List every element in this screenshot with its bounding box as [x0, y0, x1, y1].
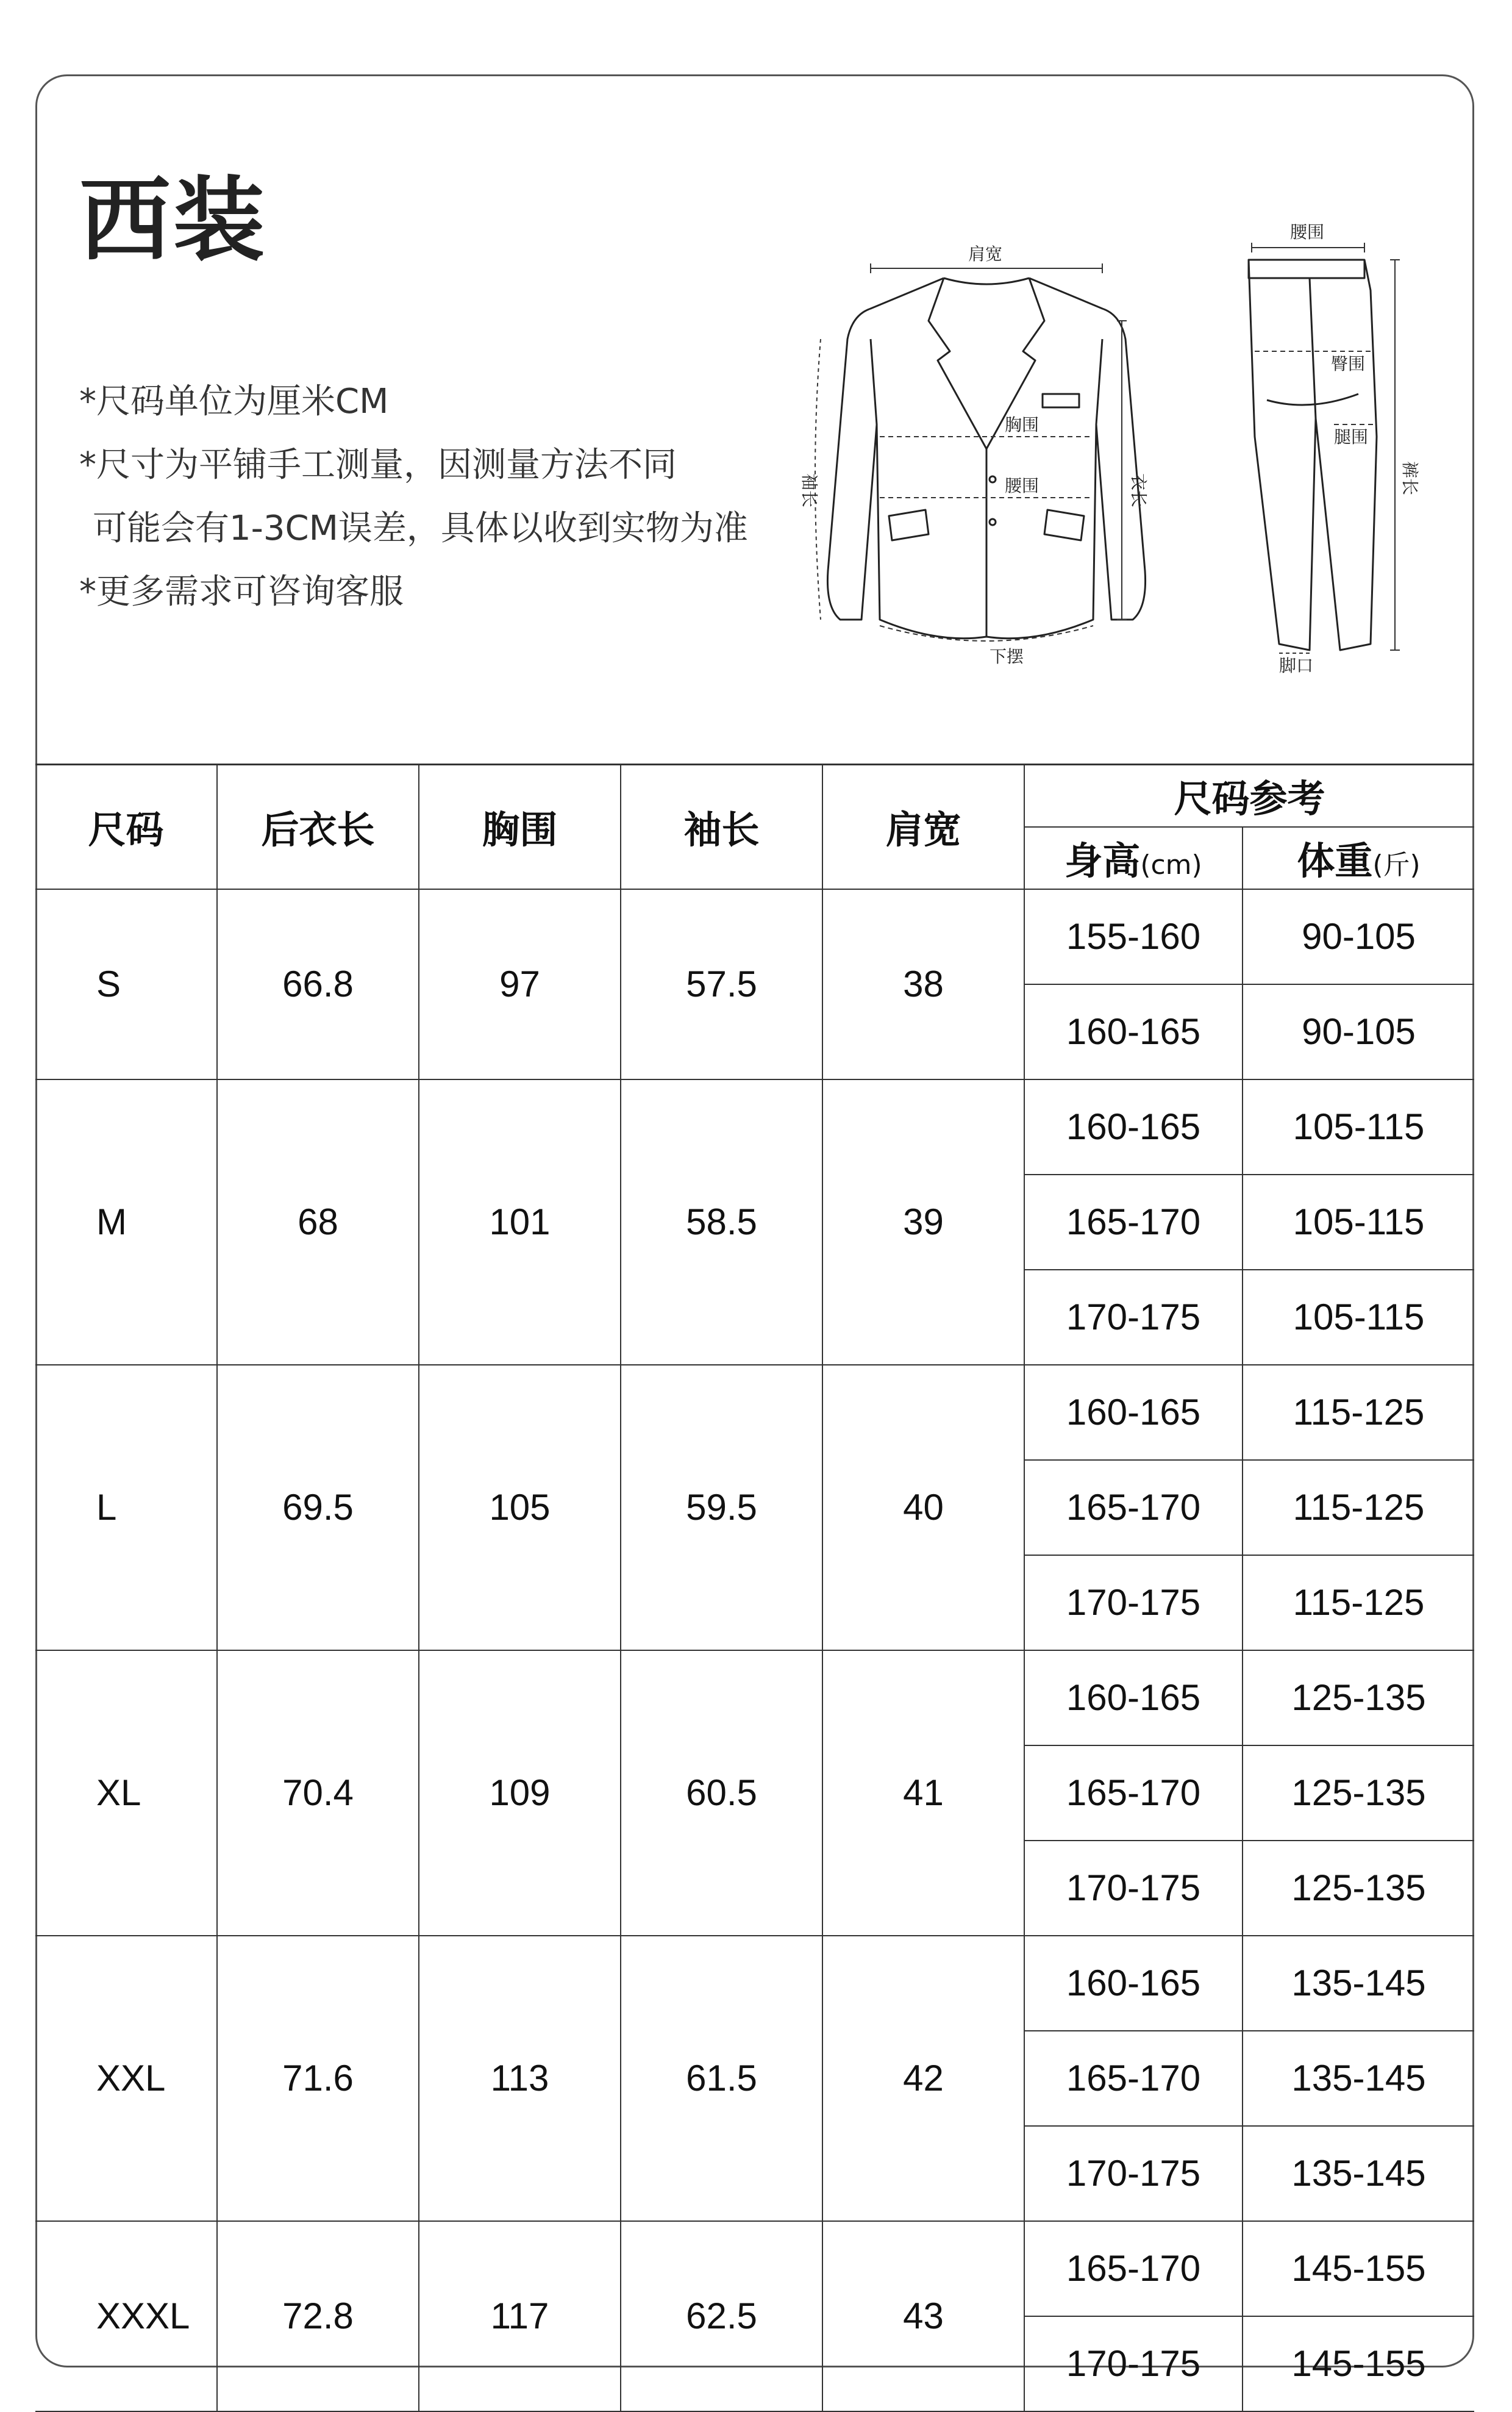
- chest-cell: 113: [419, 1936, 621, 2221]
- size-table: [35, 764, 1474, 2412]
- back-length-cell: 68: [217, 1079, 419, 1365]
- chest-cell: 105: [419, 1365, 621, 1650]
- weight-range-cell: 90-105: [1243, 984, 1474, 1079]
- header-weight-label: 体重: [1297, 839, 1373, 883]
- sleeve-cell: 58.5: [621, 1079, 822, 1365]
- sleeve-cell: 62.5: [621, 2221, 822, 2411]
- header-size-reference: 尺码参考: [1024, 765, 1474, 827]
- weight-range-cell: 135-145: [1243, 2031, 1474, 2126]
- weight-range-cell: 125-135: [1243, 1841, 1474, 1936]
- weight-range-cell: 125-135: [1243, 1745, 1474, 1841]
- height-range-cell: 160-165: [1024, 984, 1243, 1079]
- jacket-label-waist: 腰围: [1005, 476, 1040, 496]
- note-tolerance: 可能会有1-3CM误差，具体以收到实物为准: [93, 509, 748, 548]
- sleeve-cell: 57.5: [621, 889, 822, 1079]
- height-range-cell: 170-175: [1024, 1841, 1243, 1936]
- header-weight-unit: (斤): [1372, 850, 1421, 881]
- shoulder-cell: 40: [822, 1365, 1024, 1650]
- jacket-label-sleeve: 袖长: [799, 473, 819, 508]
- page-title: 西装: [79, 166, 268, 274]
- pants-label-length: 裤长: [1400, 461, 1420, 496]
- note-service: *更多需求可咨询客服: [79, 572, 404, 612]
- weight-range-cell: 115-125: [1243, 1365, 1474, 1460]
- height-range-cell: 165-170: [1024, 2031, 1243, 2126]
- back-length-cell: 69.5: [217, 1365, 419, 1650]
- pants-label-waist: 腰围: [1290, 222, 1325, 242]
- sleeve-cell: 59.5: [621, 1365, 822, 1650]
- pants-label-thigh: 腿围: [1334, 427, 1369, 447]
- header-height-label: 身高: [1064, 839, 1141, 883]
- header-back-length: 后衣长: [217, 765, 419, 889]
- height-range-cell: 170-175: [1024, 2316, 1243, 2411]
- shoulder-cell: 43: [822, 2221, 1024, 2411]
- pants-label-hip: 臀围: [1331, 354, 1366, 374]
- shoulder-cell: 42: [822, 1936, 1024, 2221]
- note-unit: *尺码单位为厘米CM: [79, 382, 389, 421]
- weight-range-cell: 145-155: [1243, 2221, 1474, 2316]
- header-height-unit: (cm): [1140, 850, 1202, 881]
- note-measurement: *尺寸为平铺手工测量，因测量方法不同: [79, 445, 677, 485]
- height-range-cell: 155-160: [1024, 889, 1243, 984]
- table-row: [35, 1650, 1474, 1745]
- height-range-cell: 165-170: [1024, 1745, 1243, 1841]
- pants-label-cuff: 脚口: [1279, 656, 1314, 676]
- size-cell: L: [35, 1365, 217, 1650]
- weight-range-cell: 90-105: [1243, 889, 1474, 984]
- height-range-cell: 170-175: [1024, 2126, 1243, 2221]
- chest-cell: 109: [419, 1650, 621, 1936]
- header-height: [1024, 827, 1243, 889]
- jacket-label-chest: 胸围: [1005, 415, 1040, 435]
- table-row: [35, 1936, 1474, 2031]
- header-size: 尺码: [35, 765, 217, 889]
- weight-range-cell: 115-125: [1243, 1555, 1474, 1650]
- table-row: [35, 889, 1474, 984]
- height-range-cell: 170-175: [1024, 1555, 1243, 1650]
- shoulder-cell: 41: [822, 1650, 1024, 1936]
- height-range-cell: 160-165: [1024, 1079, 1243, 1175]
- weight-range-cell: 145-155: [1243, 2316, 1474, 2411]
- jacket-diagram: [799, 229, 1163, 675]
- weight-range-cell: 105-115: [1243, 1079, 1474, 1175]
- height-range-cell: 160-165: [1024, 1365, 1243, 1460]
- back-length-cell: 72.8: [217, 2221, 419, 2411]
- height-range-cell: 165-170: [1024, 1175, 1243, 1270]
- size-table-body: [35, 889, 1474, 2411]
- table-row: [35, 1365, 1474, 1460]
- height-range-cell: 165-170: [1024, 2221, 1243, 2316]
- table-row: [35, 2221, 1474, 2316]
- chest-cell: 117: [419, 2221, 621, 2411]
- sleeve-cell: 61.5: [621, 1936, 822, 2221]
- back-length-cell: 70.4: [217, 1650, 419, 1936]
- header-chest: 胸围: [419, 765, 621, 889]
- weight-range-cell: 125-135: [1243, 1650, 1474, 1745]
- jacket-label-hem: 下摆: [990, 646, 1024, 667]
- pants-diagram: [1218, 217, 1438, 675]
- height-range-cell: 170-175: [1024, 1270, 1243, 1365]
- chest-cell: 97: [419, 889, 621, 1079]
- size-cell: S: [35, 889, 217, 1079]
- weight-range-cell: 105-115: [1243, 1270, 1474, 1365]
- chest-cell: 101: [419, 1079, 621, 1365]
- size-cell: M: [35, 1079, 217, 1365]
- back-length-cell: 66.8: [217, 889, 419, 1079]
- header-weight: [1243, 827, 1474, 889]
- header-shoulder: 肩宽: [822, 765, 1024, 889]
- back-length-cell: 71.6: [217, 1936, 419, 2221]
- sleeve-cell: 60.5: [621, 1650, 822, 1936]
- size-cell: XL: [35, 1650, 217, 1936]
- header-sleeve: 袖长: [621, 765, 822, 889]
- height-range-cell: 160-165: [1024, 1936, 1243, 2031]
- size-cell: XXL: [35, 1936, 217, 2221]
- height-range-cell: 160-165: [1024, 1650, 1243, 1745]
- weight-range-cell: 135-145: [1243, 2126, 1474, 2221]
- shoulder-cell: 38: [822, 889, 1024, 1079]
- jacket-label-shoulder: 肩宽: [968, 244, 1003, 264]
- jacket-label-length: 衣长: [1129, 473, 1149, 508]
- shoulder-cell: 39: [822, 1079, 1024, 1365]
- weight-range-cell: 105-115: [1243, 1175, 1474, 1270]
- weight-range-cell: 115-125: [1243, 1460, 1474, 1555]
- weight-range-cell: 135-145: [1243, 1936, 1474, 2031]
- size-cell: XXXL: [35, 2221, 217, 2411]
- table-row: [35, 1079, 1474, 1175]
- height-range-cell: 165-170: [1024, 1460, 1243, 1555]
